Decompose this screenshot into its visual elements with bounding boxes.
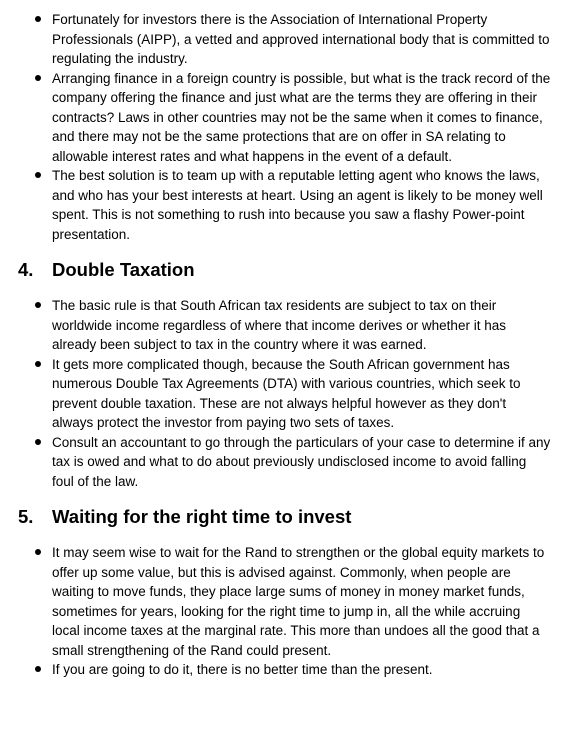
bullet-dot-icon: [35, 439, 41, 445]
bullet-text: The best solution is to team up with a reputable letting agent who knows the laws, and who has your best interests at heart. Using an agent is likely to be money well spent. This is not something to rush into because you saw a flashy Power-point presentation.: [52, 168, 543, 242]
list-item: [52, 660, 551, 680]
bullet-text: The basic rule is that South African tax residents are subject to tax on their worldwide income regardless of where that income derives or whether it has already been subject to tax in the country where it was earned.: [52, 298, 506, 352]
section-number: 4.: [18, 259, 34, 280]
bullet-text: Arranging finance in a foreign country is possible, but what is the track record of the company offering the finance and just what are the terms they are offering in their contracts? Laws in other countries may not be the same when it comes to finance, and there may not be the same protections that are on offer in SA relating to allowable interest rates and what happens in the event of a default.: [52, 70, 551, 164]
section-title: Double Taxation: [52, 259, 195, 280]
section-title: Waiting for the right time to invest: [52, 506, 352, 527]
list-item: [52, 296, 551, 355]
bullet-dot-icon: [35, 302, 41, 308]
list-item: [52, 10, 551, 69]
list-item: [52, 166, 551, 244]
list-item: [52, 355, 551, 433]
double-taxation-bullet-list: [18, 296, 551, 491]
intro-bullet-list: [18, 10, 551, 244]
bullet-text: It gets more complicated though, because the South African government has numerous Double Tax Agreements (DTA) with various countries, which seek to prevent double taxation. These are not always helpful however as they don't always protect the investor from paying two sets of taxes.: [52, 356, 521, 430]
bullet-text: Consult an accountant to go through the particulars of your case to determine if any tax is owed and what to do about previously undisclosed income to avoid falling foul of the law.: [52, 434, 551, 489]
section-heading-double-taxation: [18, 258, 551, 282]
right-time-bullet-list: [18, 543, 551, 680]
bullet-text: It may seem wise to wait for the Rand to strengthen or the global equity markets to offer up some value, but this is advised against. Commonly, when people are waiting to move funds, they place large sums of money in money market funds, sometimes for years, looking for the right time to jump in, all the while accruing local income taxes at the marginal rate. This more than undoes all the good that a small strengthening of the Rand could present.: [52, 545, 545, 658]
bullet-text: If you are going to do it, there is no better time than the present.: [52, 662, 433, 677]
list-item: [52, 69, 551, 167]
bullet-dot-icon: [35, 75, 41, 81]
bullet-dot-icon: [35, 172, 41, 178]
list-item: [52, 543, 551, 660]
section-number: 5.: [18, 506, 34, 527]
list-item: [52, 433, 551, 492]
bullet-text: Fortunately for investors there is the Association of International Property Professionals (AIPP), a vetted and approved international body that is committed to regulating the industry.: [52, 12, 550, 66]
section-heading-right-time: [18, 505, 551, 529]
bullet-dot-icon: [35, 361, 41, 367]
bullet-dot-icon: [35, 16, 41, 22]
bullet-dot-icon: [35, 666, 41, 672]
bullet-dot-icon: [35, 549, 41, 555]
